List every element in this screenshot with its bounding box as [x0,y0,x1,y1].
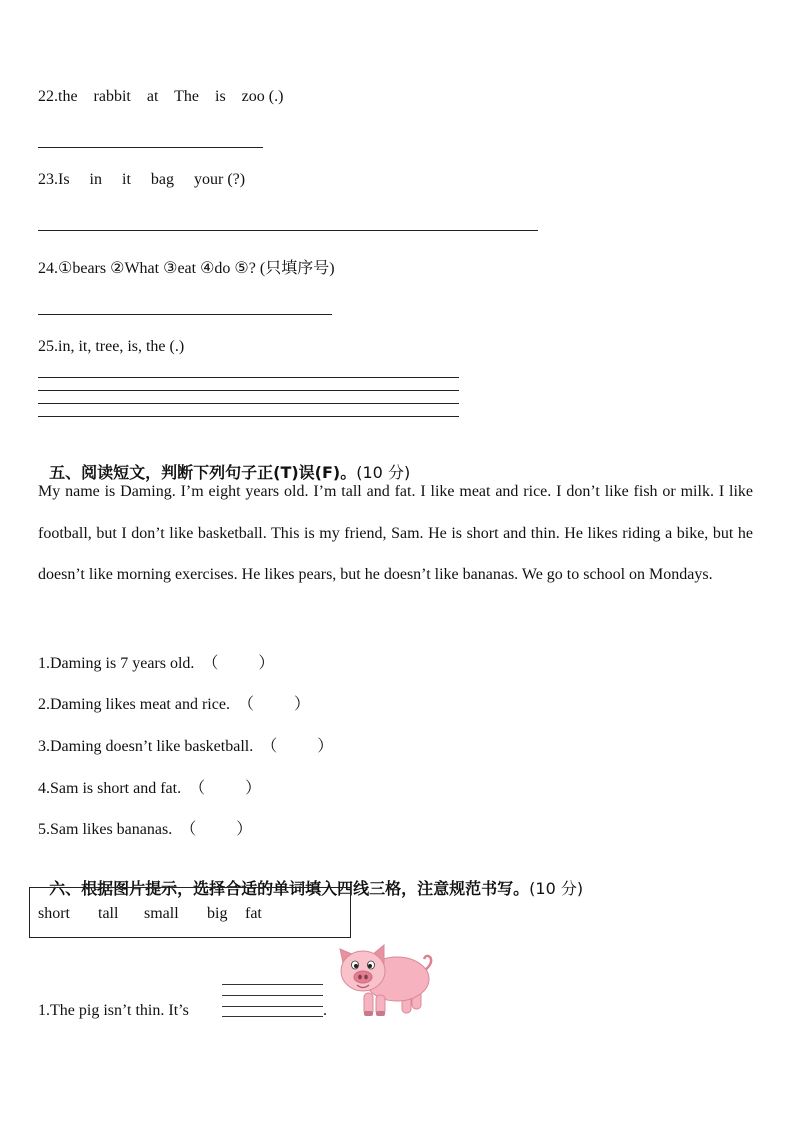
answer-line-24[interactable] [38,314,332,315]
section-6-title: 六、根据图片提示，选择合适的单词填入四线三格，注意规范书写。 [49,879,530,898]
section-5-title: 五、阅读短文，判断下列句子正(T)误(F)。 [49,463,357,482]
word-bank-word: tall [98,905,119,922]
judge-item-1[interactable]: 1.Daming is 7 years old. （ ） [38,655,275,672]
word-bank-word: fat [245,905,262,922]
four-line-rule [38,390,459,391]
four-line-rule [38,377,459,378]
question-25: 25.in, it, tree, is, the (.) [38,338,185,355]
word-bank-word: short [38,905,70,922]
question-22: 22.the rabbit at The is zoo (.) [38,88,284,105]
word-bank-box [29,887,351,938]
judge-item-5[interactable]: 5.Sam likes bananas. （ ） [38,821,253,838]
judge-item-3[interactable]: 3.Daming doesn’t like basketball. （ ） [38,738,334,755]
answer-line-23[interactable] [38,230,538,231]
reading-passage: My name is Daming. I’m eight years old. I’m tall and fat. I like meat and rice. I don’t like fish or milk. I like football, but I don’t like basketball. This is my friend, Sam. He is short and thin. He likes riding a bike, but he doesn’t like morning exercises. He likes pears, but he doesn’t like bananas. We go to school on Mondays. [38,483,753,583]
word-bank-word: small [144,905,179,922]
pig-icon [332,941,440,1021]
judge-item-4[interactable]: 4.Sam is short and fat. （ ） [38,780,262,797]
word-bank-word: big [207,905,228,922]
four-line-rule [222,995,323,996]
section-6-question-1-period: . [323,1002,327,1019]
question-24: 24.①bears ②What ③eat ④do ⑤? (只填序号) [38,260,335,277]
section-5-points: (10 分) [356,463,411,482]
section-6-points: (10 分) [529,879,584,898]
four-line-rule [222,1016,323,1017]
four-line-rule [222,1006,323,1007]
four-line-rule [38,403,459,404]
four-line-answer-1[interactable] [222,984,323,1017]
four-line-rule [38,416,459,417]
answer-line-22[interactable] [38,147,263,148]
question-23: 23.Is in it bag your (?) [38,171,246,188]
four-line-rule [222,984,323,985]
judge-item-2[interactable]: 2.Daming likes meat and rice. （ ） [38,696,310,713]
section-6-question-1: 1.The pig isn’t thin. It’s [38,1002,189,1019]
